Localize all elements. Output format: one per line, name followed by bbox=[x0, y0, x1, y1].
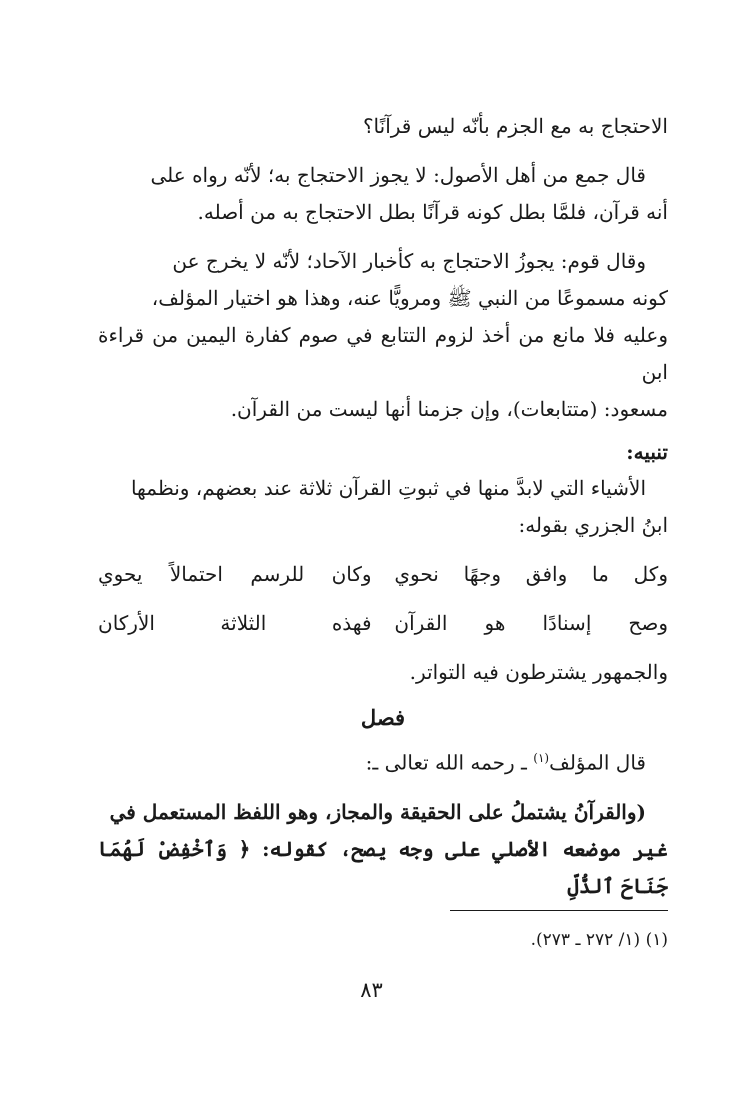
footnote-divider bbox=[450, 910, 668, 911]
verse-first-hemistich: وصح إسنادًا هو القرآن bbox=[394, 611, 668, 635]
text-line: كونه مسموعًا من النبي ﷺ ومرويًّا عنه، وهذا هو اختيار المؤلف، bbox=[151, 286, 668, 310]
paragraph-qawm-opinion bbox=[98, 243, 668, 428]
paragraph-conditions bbox=[98, 470, 668, 544]
verse-second-hemistich: فهذه الثلاثة الأركان bbox=[98, 611, 372, 635]
text-line: غير موضعه الأصلي على وجه يصح، كقوله: ﴿ وَٱخْفِضْ لَهُمَا جَنَاحَ ٱلذُّلِّ bbox=[98, 836, 668, 898]
text-line: أنه قرآن، فلمَّا بطل كونه قرآنًا بطل الاحتجاج به من أصله. bbox=[197, 200, 668, 224]
footnote-mark[interactable]: (١) bbox=[533, 751, 550, 765]
text-line: قال جمع من أهل الأصول: لا يجوز الاحتجاج به؛ لأنّه رواه على bbox=[150, 163, 646, 187]
page-body bbox=[98, 108, 668, 917]
verse-first-hemistich: وكل ما وافق وجهًا نحوي bbox=[394, 562, 668, 586]
paragraph-tawatur bbox=[98, 654, 668, 691]
text-line: والجمهور يشترطون فيه التواتر. bbox=[409, 660, 668, 684]
poem-verse bbox=[98, 556, 668, 593]
text-line: الأشياء التي لابدَّ منها في ثبوتِ القرآن ثلاثة عند بعضهم، ونظمها bbox=[130, 476, 646, 500]
footnote: (١) (١/ ٢٧٢ ـ ٢٧٣). bbox=[530, 930, 668, 950]
matn-paragraph bbox=[98, 794, 668, 905]
section-title: فصل bbox=[360, 705, 406, 730]
author-line-before: قال المؤلف bbox=[549, 750, 646, 775]
text-line: وعليه فلا مانع من أخذ لزوم التتابع في صوم كفارة اليمين من قراءة ابن bbox=[98, 323, 668, 384]
author-line bbox=[98, 740, 668, 782]
paragraph-question bbox=[98, 108, 668, 145]
paragraph-usul-opinion bbox=[98, 157, 668, 231]
poem-verse bbox=[98, 605, 668, 642]
tanbih-heading: تنبيه: bbox=[626, 440, 668, 464]
text-line: وقال قوم: يجوزُ الاحتجاج به كأخبار الآحاد؛ لأنّه لا يخرج عن bbox=[172, 249, 646, 273]
page-number: ٨٣ bbox=[360, 978, 383, 1002]
author-line-after: ـ رحمه الله تعالى ـ: bbox=[365, 750, 534, 775]
text-line: مسعود: (متتابعات)، وإن جزمنا أنها ليست من القرآن. bbox=[230, 397, 668, 421]
text-line: ابنُ الجزري بقوله: bbox=[518, 513, 668, 537]
text-line: (والقرآنُ يشتملُ على الحقيقة والمجاز، وهو اللفظ المستعمل في bbox=[109, 799, 646, 824]
text-line: الاحتجاج به مع الجزم بأنّه ليس قرآنًا؟ bbox=[362, 114, 668, 138]
verse-second-hemistich: وكان للرسم احتمالاً يحوي bbox=[98, 562, 372, 586]
